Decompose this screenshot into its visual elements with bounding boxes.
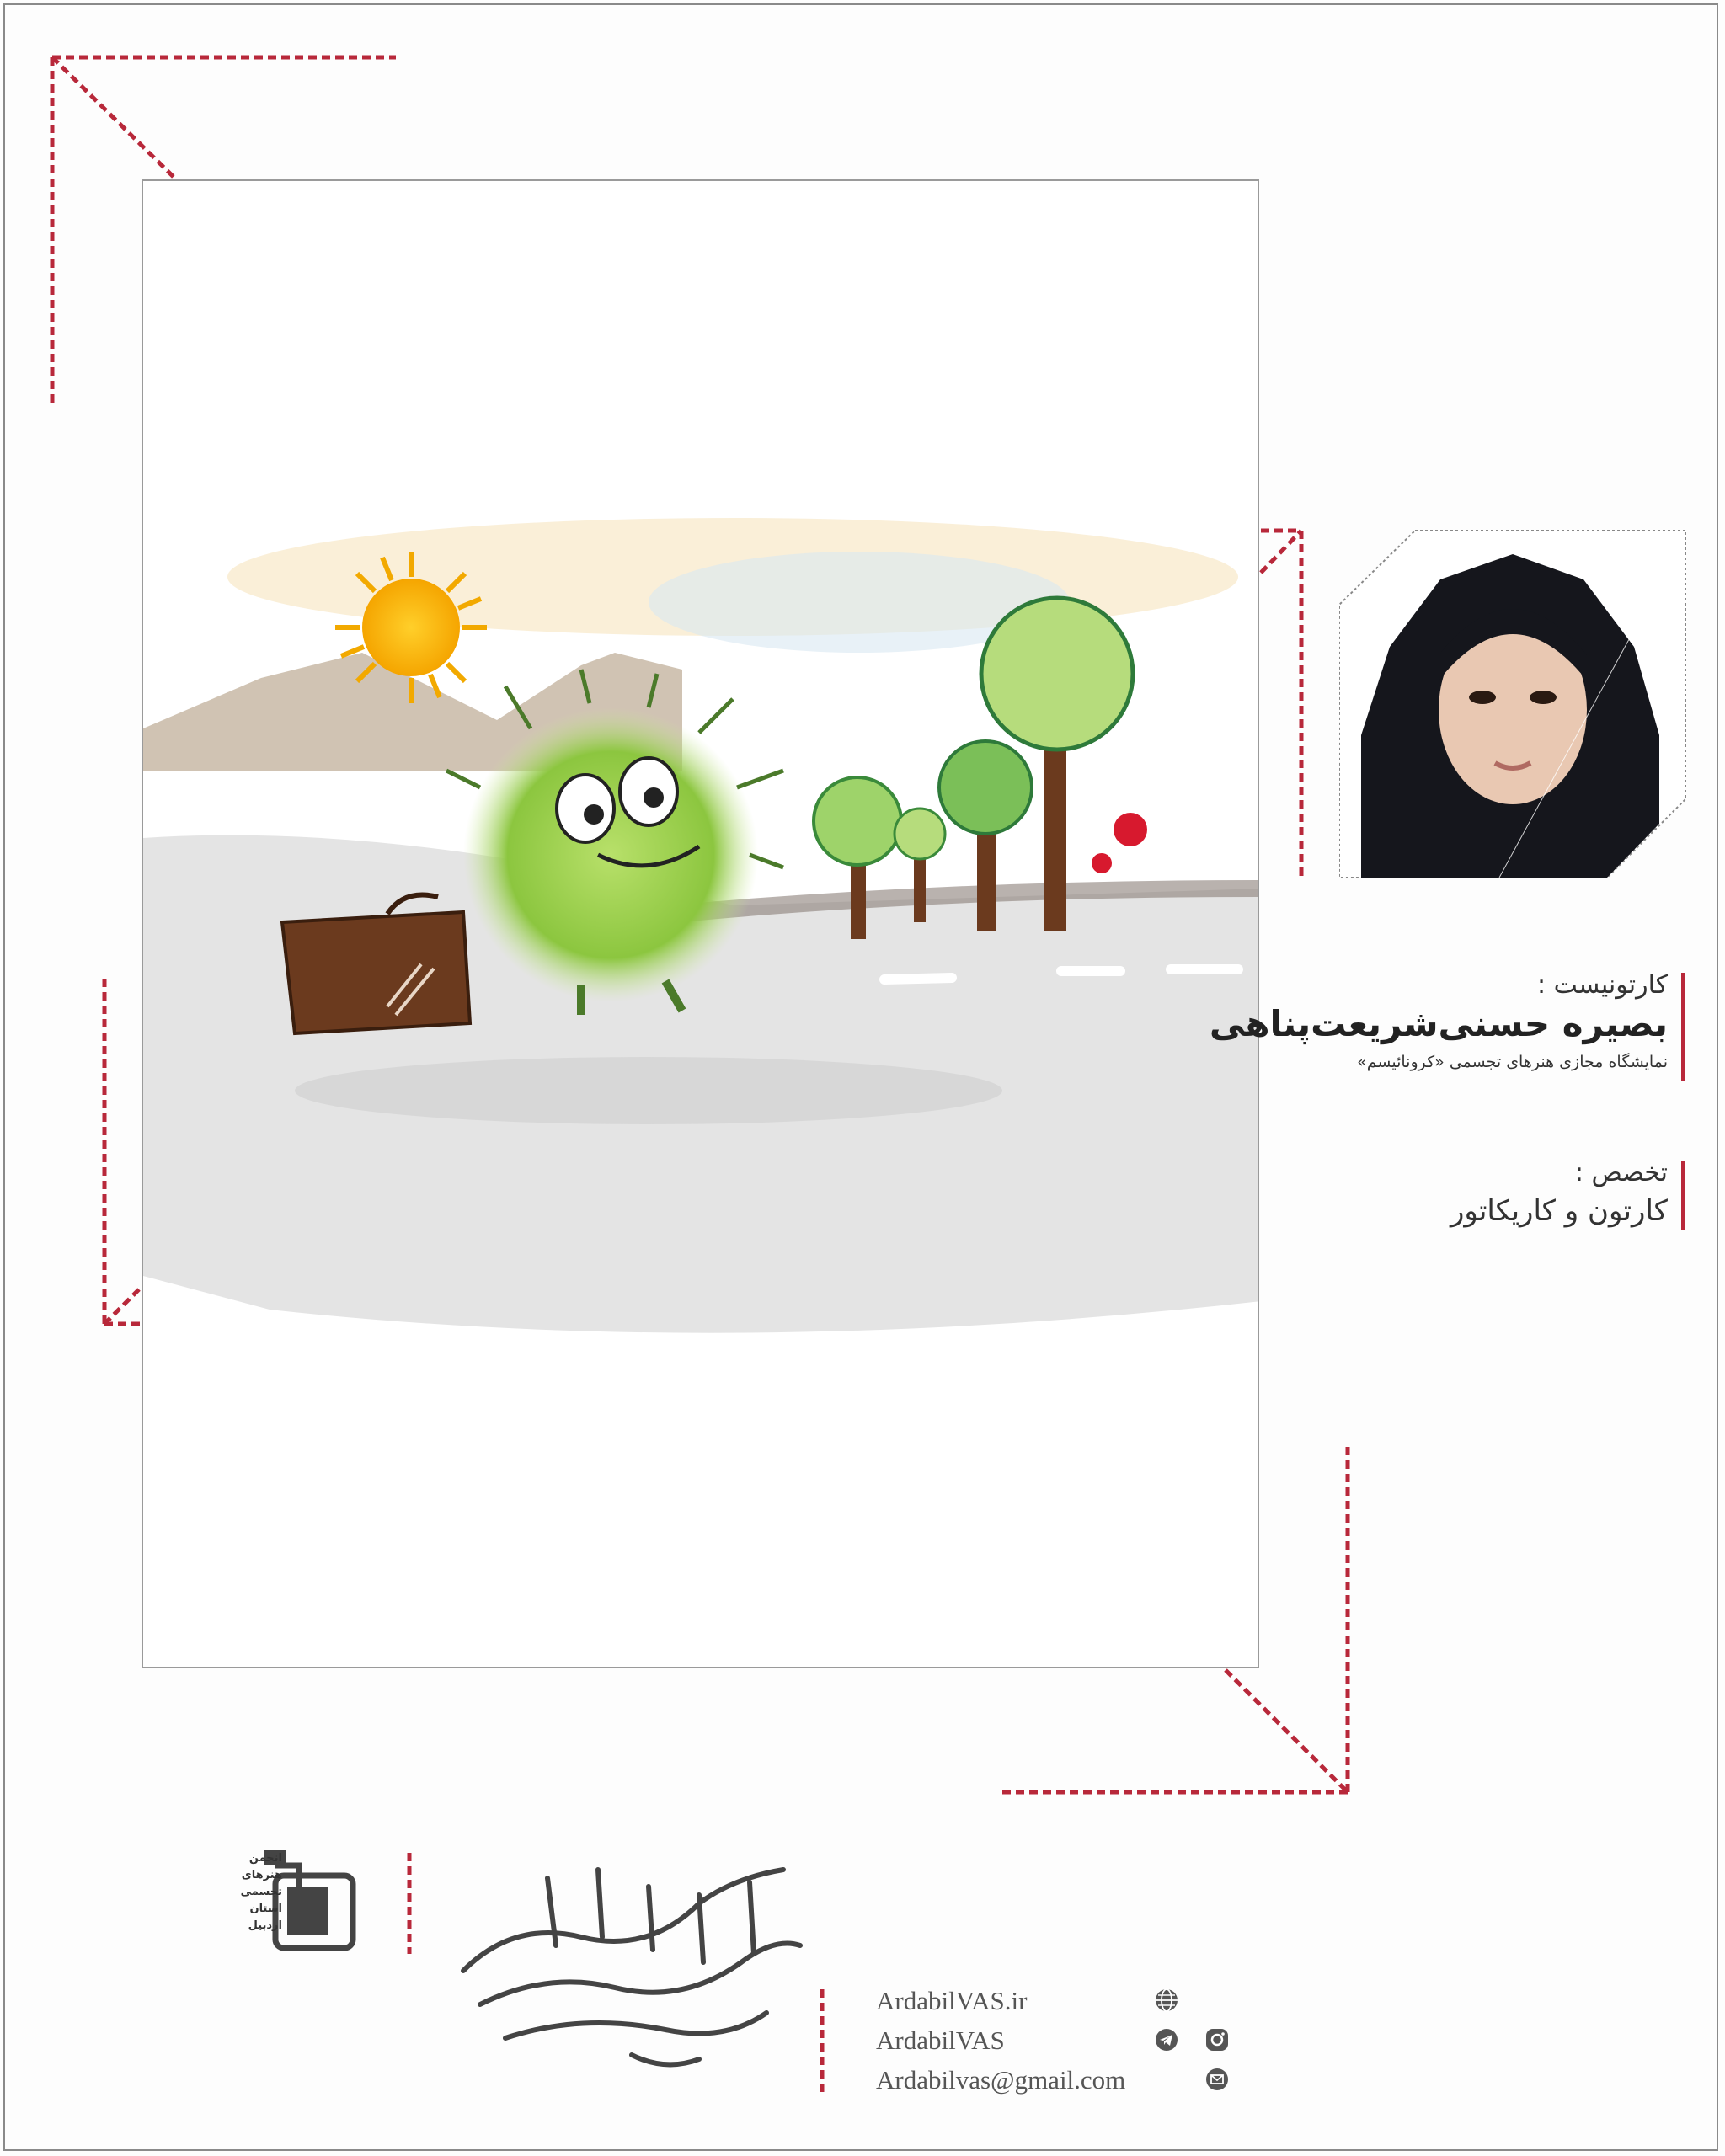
telegram-icon[interactable] [1154, 2027, 1179, 2052]
email-icon[interactable] [1204, 2067, 1230, 2092]
artwork-frame [142, 179, 1259, 1668]
calligraphy-logo [446, 1844, 817, 2089]
cartoon-artwork [143, 181, 1259, 1668]
email-link[interactable]: Ardabilvas@gmail.com [876, 2065, 1126, 2095]
role-label: کارتونیست : [1536, 970, 1668, 1000]
organization-logo [215, 1849, 366, 1958]
artist-name: بصیره حسنی‌شریعت‌پناهی [1209, 1003, 1668, 1044]
sun [335, 552, 487, 703]
artist-portrait [1339, 529, 1686, 878]
artist-info [1210, 970, 1668, 1071]
logo-text: انجمن هنرهای تجسمی استان اردبیل [240, 1852, 282, 1932]
social-handle[interactable]: ArdabilVAS [876, 2025, 1005, 2055]
specialty-info [1450, 1158, 1668, 1228]
exhibition-title: نمایشگاه مجازی هنرهای تجسمی «کرونائیسم» [1357, 1053, 1668, 1071]
globe-icon[interactable] [1154, 1988, 1179, 2013]
instagram-icon[interactable] [1204, 2027, 1230, 2052]
accent-bar-specialty [1681, 1161, 1685, 1230]
specialty-label: تخصص : [1574, 1158, 1668, 1187]
website-link[interactable]: ArdabilVAS.ir [876, 1986, 1028, 2015]
specialty-value: کارتون و کاریکاتور [1450, 1194, 1668, 1228]
accent-bar-artist [1681, 973, 1685, 1081]
